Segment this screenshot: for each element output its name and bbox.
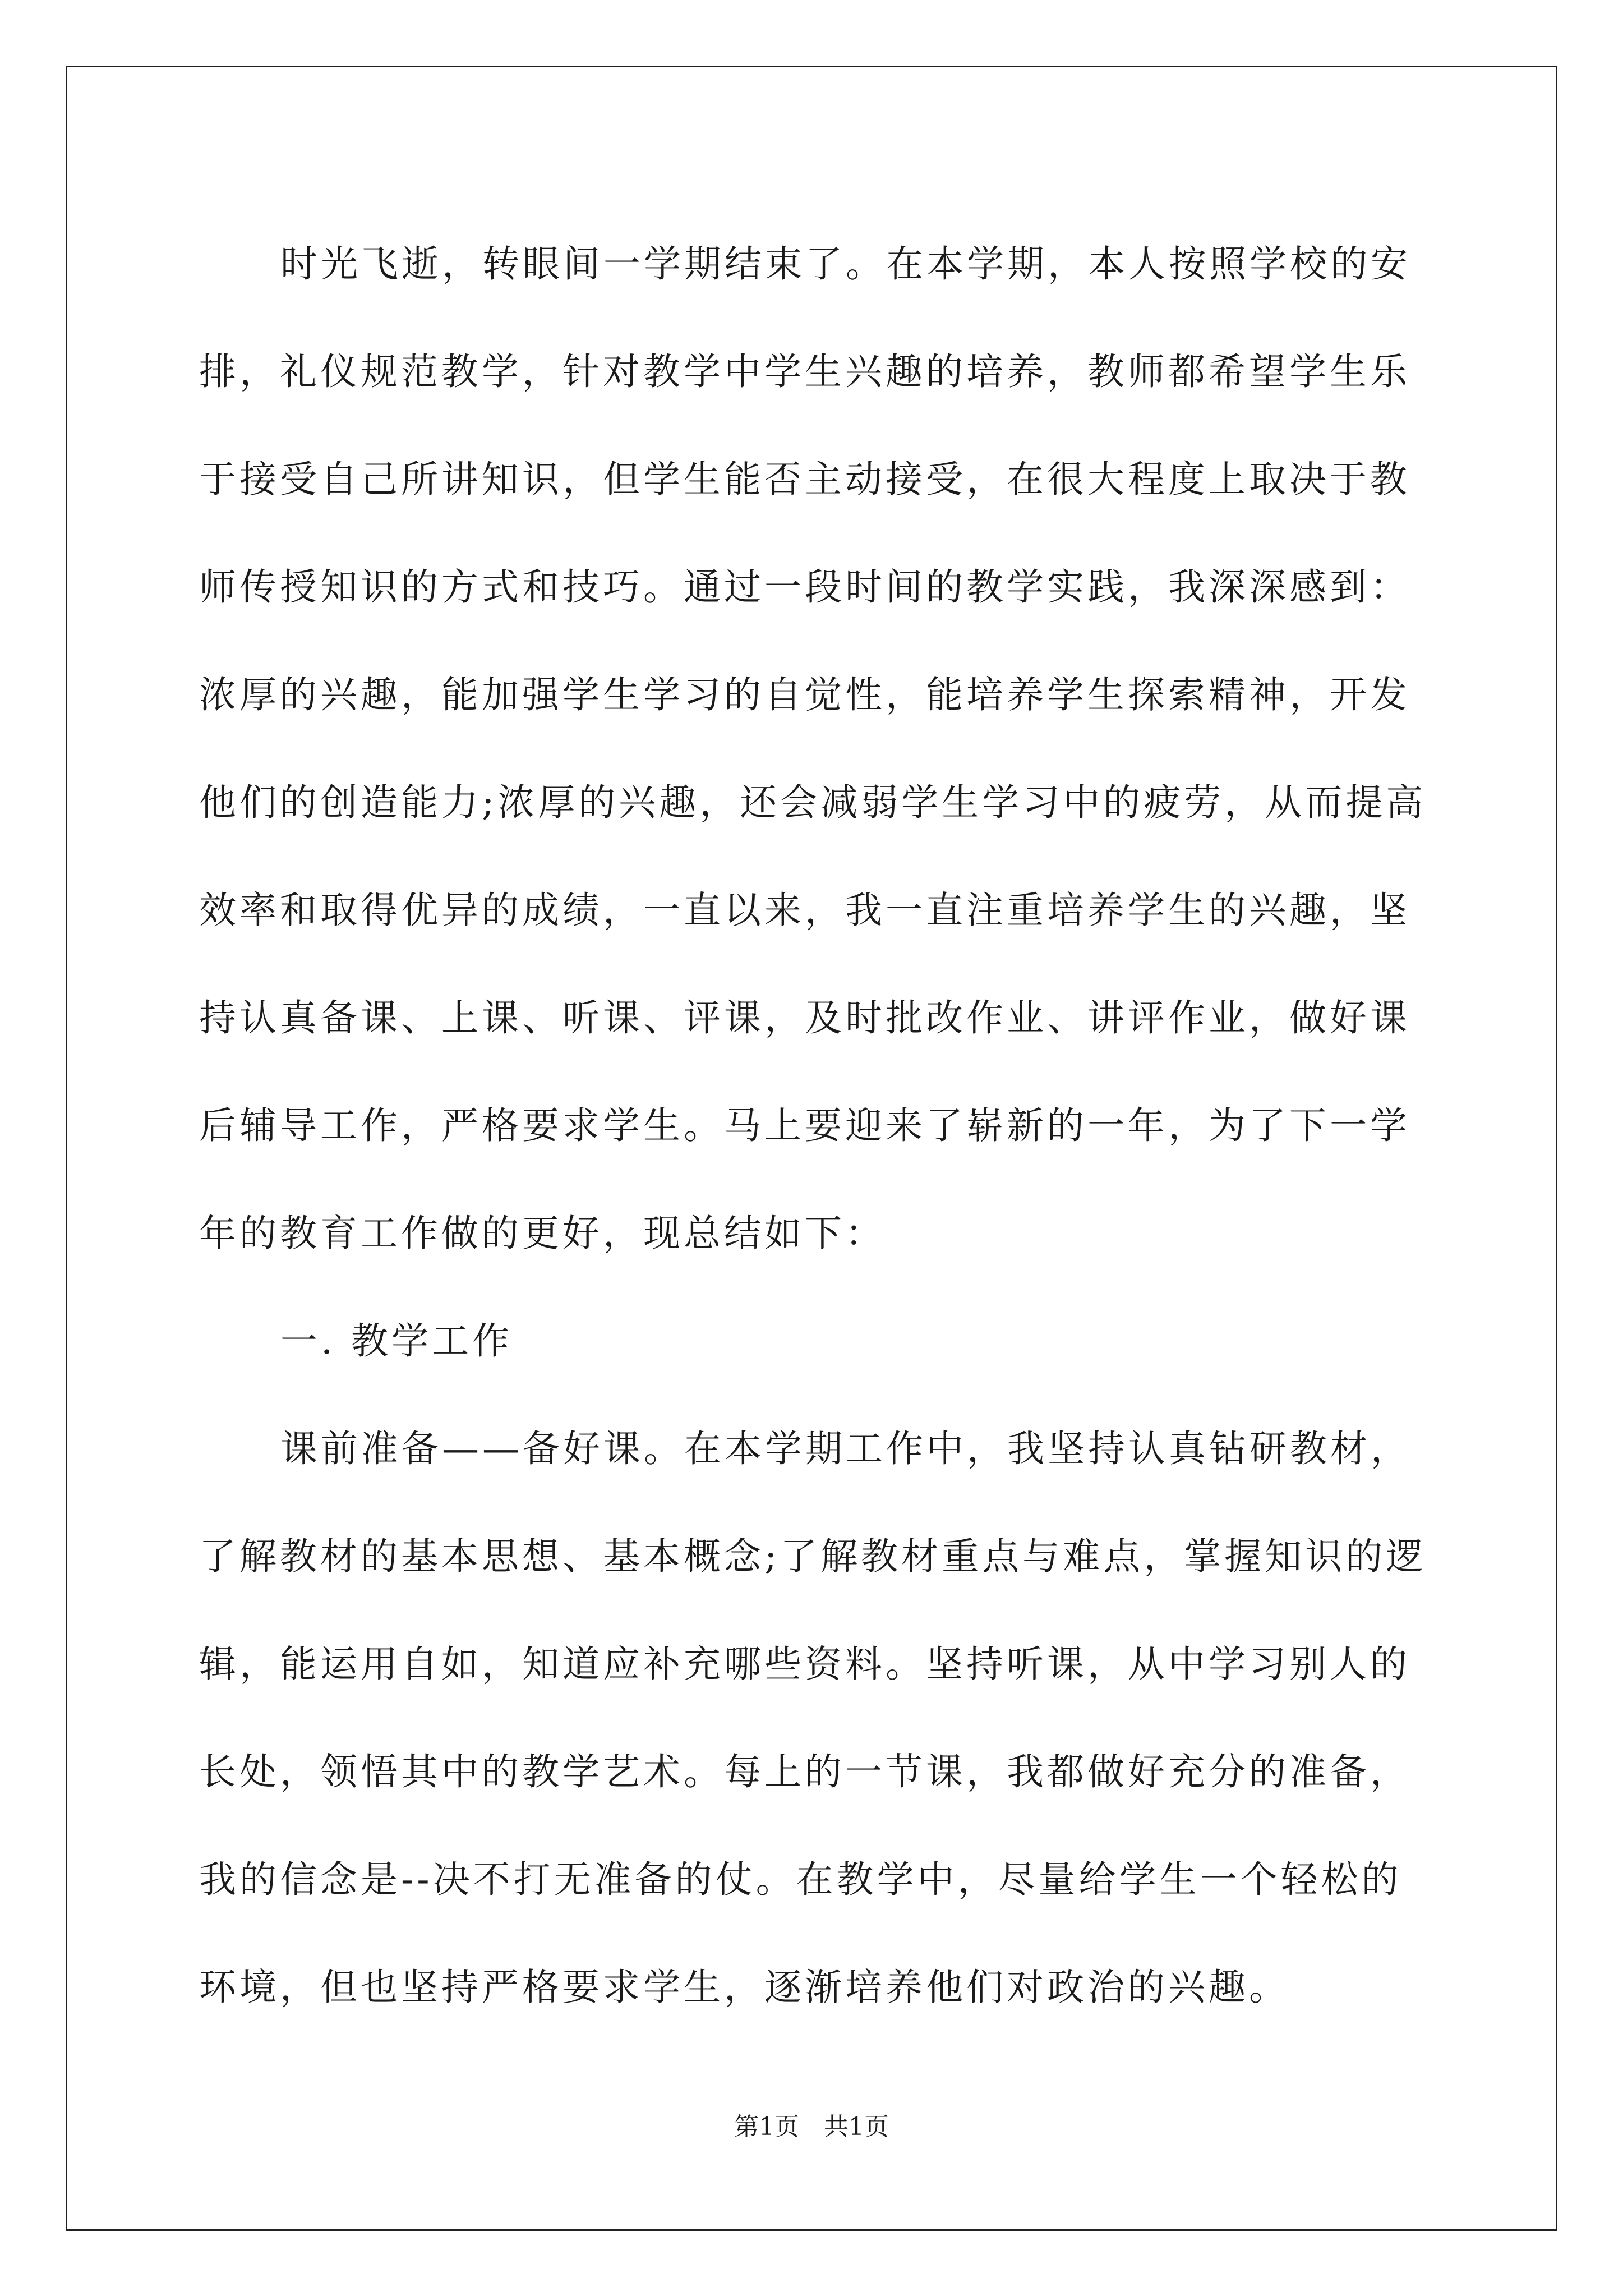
document-body (199, 210, 1427, 2041)
paragraph-line: 环境，但也坚持严格要求学生，逐渐培养他们对政治的兴趣。 (199, 1966, 1289, 2009)
paragraph-line: 我的信念是--决不打无准备的仗。在教学中，尽量给学生一个轻松的 (199, 1858, 1402, 1901)
paragraph-line: 他们的创造能力;浓厚的兴趣，还会减弱学生学习中的疲劳，从而提高 (199, 781, 1427, 824)
paragraph-line: 后辅导工作，严格要求学生。马上要迎来了崭新的一年，为了下一学 (199, 1104, 1410, 1147)
page-number-footer: 第1页 共1页 (734, 2113, 889, 2141)
paragraph-line: 辑，能运用自如，知道应补充哪些资料。坚持听课，从中学习别人的 (199, 1642, 1410, 1686)
paragraph-line: 年的教育工作做的更好，现总结如下： (199, 1212, 886, 1255)
paragraph-line: 时光飞逝，转眼间一学期结束了。在本学期，本人按照学校的安 (280, 242, 1411, 286)
paragraph-line: 于接受自己所讲知识，但学生能否主动接受，在很大程度上取决于教 (199, 458, 1410, 501)
paragraph-line: 课前准备——备好课。在本学期工作中，我坚持认真钻研教材， (280, 1427, 1411, 1470)
paragraph-line: 师传授知识的方式和技巧。通过一段时间的教学实践，我深深感到： (199, 565, 1410, 609)
section-heading: 一. 教学工作 (280, 1319, 513, 1363)
paragraph-line: 排，礼仪规范教学，针对教学中学生兴趣的培养，教师都希望学生乐 (199, 350, 1410, 393)
paragraph-line: 长处，领悟其中的教学艺术。每上的一节课，我都做好充分的准备， (199, 1750, 1410, 1793)
paragraph-line: 效率和取得优异的成绩，一直以来，我一直注重培养学生的兴趣，坚 (199, 889, 1410, 932)
paragraph-line: 持认真备课、上课、听课、评课，及时批改作业、讲评作业，做好课 (199, 996, 1410, 1039)
paragraph-line: 了解教材的基本思想、基本概念;了解教材重点与难点，掌握知识的逻 (199, 1535, 1427, 1578)
paragraph-line: 浓厚的兴趣，能加强学生学习的自觉性，能培养学生探索精神，开发 (199, 673, 1410, 716)
